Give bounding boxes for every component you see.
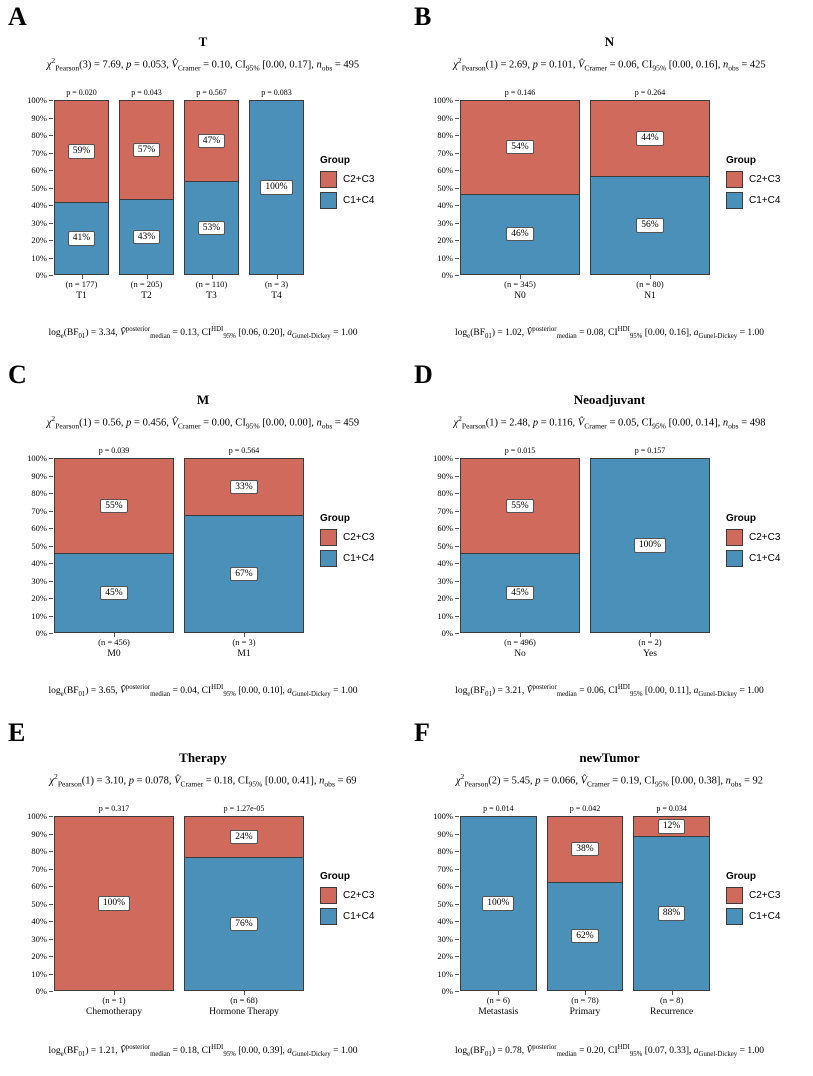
bar-segment-percent-label: 45%	[506, 586, 533, 600]
stacked-bar[interactable]	[633, 804, 710, 991]
panel-bayes-footer: $\log_e(BF_{01}) = 3.65$, V̂$^{posterior}_{median}$ = 0.04, $CI^{HDI}_{95\%}$ [0.00, 0.10], $a_{Gunel-Dickey} = 1.00$	[48, 683, 358, 698]
bar-segment-c1c4[interactable]	[54, 554, 174, 633]
bar-segment-percent-label: 24%	[230, 830, 257, 844]
panel-bayes-footer: $\log_e(BF_{01}) = 3.21$, V̂$^{posterior}_{median}$ = 0.06, $CI^{HDI}_{95\%}$ [0.00, 0.11], $a_{Gunel-Dickey} = 1.00$	[455, 683, 764, 698]
legend-label: C1+C4	[343, 553, 375, 564]
bar-segment-percent-label: 62%	[571, 929, 598, 943]
plot-area	[433, 804, 710, 1018]
y-tick-label: 70%	[31, 506, 54, 516]
x-tick-count: (n = 496)	[504, 637, 536, 647]
x-tick-group	[184, 275, 239, 303]
x-tick-group	[54, 275, 109, 303]
plot-area	[433, 88, 710, 302]
legend	[320, 871, 374, 929]
bar-segment-c2c3[interactable]	[633, 816, 710, 837]
legend-swatch	[320, 550, 337, 567]
legend-swatch	[320, 192, 337, 209]
y-tick-label: 20%	[437, 951, 460, 961]
legend-title: Group	[320, 871, 350, 882]
y-tick-label: 30%	[437, 934, 460, 944]
x-tick-category: Primary	[569, 1007, 601, 1018]
bar-segment-percent-label: 88%	[658, 906, 685, 920]
y-tick-label: 40%	[437, 916, 460, 926]
x-tick-category: T3	[206, 291, 217, 302]
bar-pvalue-label: p = 0.034	[656, 804, 687, 813]
plot-area	[27, 88, 304, 302]
y-tick-label: 60%	[31, 165, 54, 175]
legend	[726, 871, 780, 929]
x-tick-count: (n = 3)	[264, 279, 289, 289]
stacked-bar[interactable]	[54, 446, 174, 633]
panel-d	[406, 358, 813, 716]
panel-f	[406, 716, 813, 1076]
x-tick-category: T4	[271, 291, 282, 302]
legend-item[interactable]	[320, 529, 374, 546]
bar-segment-c2c3[interactable]	[54, 458, 174, 554]
y-tick-label: 10%	[437, 969, 460, 979]
bar-pvalue-label: p = 0.264	[634, 88, 666, 97]
panel-bayes-footer: $\log_e(BF_{01}) = 0.78$, V̂$^{posterior}_{median}$ = 0.20, $CI^{HDI}_{95\%}$ [0.07, 0.33], $a_{Gunel-Dickey} = 1.00$	[455, 1043, 764, 1058]
legend-label: C1+C4	[749, 195, 781, 206]
x-tick-group	[119, 275, 174, 303]
y-tick-label: 0%	[36, 270, 54, 280]
bar-segment-c1c4[interactable]	[249, 100, 304, 275]
bar-segment-c2c3[interactable]	[184, 816, 304, 858]
legend-label: C2+C3	[343, 532, 375, 543]
panel-statistics-subtitle: $\chi^2_{Pearson}(1) = 0.56$, p = 0.456, $V̂_{Cramer} = 0.00$, $CI_{95\%}$ [0.00, 0.00], $n_{obs} = 459$	[46, 414, 360, 431]
y-tick-label: 70%	[437, 148, 460, 158]
legend-item[interactable]	[726, 192, 780, 209]
bar-pvalue-label: p = 0.043	[131, 88, 162, 97]
bar-segment-percent-label: 41%	[68, 231, 95, 245]
y-tick-label: 0%	[442, 986, 460, 996]
stacked-bar[interactable]	[184, 88, 239, 275]
stacked-bar[interactable]	[460, 446, 580, 633]
y-tick-label: 30%	[437, 576, 460, 586]
y-tick-label: 90%	[437, 829, 460, 839]
legend-swatch	[320, 887, 337, 904]
x-tick-group	[633, 991, 710, 1019]
legend-swatch	[320, 908, 337, 925]
bar-segment-percent-label: 12%	[658, 819, 685, 833]
panel-letter: B	[414, 2, 432, 31]
x-tick-category: Hormone Therapy	[209, 1007, 279, 1018]
legend-swatch	[320, 171, 337, 188]
x-tick-count: (n = 68)	[230, 995, 258, 1005]
stacked-bar[interactable]	[119, 88, 174, 275]
bar-segment-percent-label: 100%	[98, 896, 130, 910]
legend-swatch	[320, 529, 337, 546]
x-tick-group	[590, 275, 710, 303]
legend	[320, 513, 374, 571]
y-tick-label: 80%	[31, 130, 54, 140]
bar-segment-percent-label: 44%	[636, 131, 663, 145]
bar-segment-c1c4[interactable]	[184, 858, 304, 991]
legend-title: Group	[320, 155, 350, 166]
stacked-bar[interactable]	[54, 804, 174, 991]
legend-title: Group	[726, 513, 756, 524]
panel-title: newTumor	[579, 750, 640, 765]
plot-area	[27, 446, 304, 660]
y-tick-label: 40%	[31, 558, 54, 568]
y-tick-label: 80%	[437, 846, 460, 856]
legend-item[interactable]	[726, 887, 780, 904]
x-tick-count: (n = 205)	[130, 279, 163, 289]
plot-area	[27, 804, 304, 1018]
x-tick-category: M1	[237, 649, 251, 660]
x-tick-category: No	[514, 649, 526, 660]
bar-segment-c2c3[interactable]	[54, 816, 174, 991]
x-tick-group	[547, 991, 624, 1019]
panel-title: N	[604, 34, 615, 49]
stacked-bar[interactable]	[590, 446, 710, 633]
legend-label: C2+C3	[749, 532, 781, 543]
bars-container	[460, 88, 710, 275]
panel-bayes-footer: $\log_e(BF_{01}) = 1.02$, V̂$^{posterior}_{median}$ = 0.08, $CI^{HDI}_{95\%}$ [0.00, 0.16], $a_{Gunel-Dickey} = 1.00$	[455, 325, 764, 340]
panel-c	[0, 358, 406, 716]
y-tick-label: 20%	[437, 235, 460, 245]
legend-item[interactable]	[320, 550, 374, 567]
bar-segment-c2c3[interactable]	[54, 100, 109, 203]
stacked-bar[interactable]	[547, 804, 624, 991]
legend-item[interactable]	[726, 550, 780, 567]
x-tick-category: N0	[514, 291, 526, 302]
y-tick-label: 50%	[31, 899, 54, 909]
legend-swatch	[726, 887, 743, 904]
bar-segment-c1c4[interactable]	[184, 516, 304, 633]
legend-label: C2+C3	[749, 174, 781, 185]
legend	[726, 155, 780, 213]
panel-a	[0, 0, 406, 358]
x-tick-group	[590, 633, 710, 661]
y-tick-label: 60%	[437, 165, 460, 175]
x-tick-category: T2	[141, 291, 152, 302]
y-tick-label: 0%	[442, 270, 460, 280]
bar-pvalue-label: p = 0.039	[98, 446, 130, 455]
bar-segment-percent-label: 55%	[506, 499, 533, 513]
bar-segment-c2c3[interactable]	[460, 458, 580, 554]
bar-pvalue-label: p = 0.014	[483, 804, 514, 813]
legend-label: C2+C3	[343, 890, 375, 901]
bar-segment-percent-label: 53%	[198, 221, 225, 235]
panel-letter: E	[8, 718, 26, 747]
y-tick-label: 20%	[31, 593, 54, 603]
legend-swatch	[726, 192, 743, 209]
y-tick-label: 30%	[437, 218, 460, 228]
legend-label: C2+C3	[749, 890, 781, 901]
x-tick-count: (n = 80)	[636, 279, 664, 289]
bar-segment-c1c4[interactable]	[54, 203, 109, 275]
bar-pvalue-label: p = 0.564	[228, 446, 260, 455]
bar-pvalue-label: p = 1.27e-05	[223, 804, 265, 813]
y-tick-label: 70%	[437, 506, 460, 516]
y-tick-label: 50%	[437, 183, 460, 193]
panel-title: Neoadjuvant	[573, 392, 646, 407]
bar-pvalue-label: p = 0.020	[66, 88, 97, 97]
y-tick-label: 20%	[31, 951, 54, 961]
stacked-bar[interactable]	[184, 446, 304, 633]
legend-swatch	[726, 908, 743, 925]
bar-pvalue-label: p = 0.146	[504, 88, 536, 97]
panel-title: T	[198, 34, 208, 49]
y-tick-label: 10%	[437, 611, 460, 621]
bar-segment-c1c4[interactable]	[633, 837, 710, 991]
bar-segment-percent-label: 33%	[230, 480, 257, 494]
stacked-bar[interactable]	[460, 88, 580, 275]
panel-bayes-footer: $\log_e(BF_{01}) = 1.21$, V̂$^{posterior}_{median}$ = 0.18, $CI^{HDI}_{95\%}$ [0.00, 0.39], $a_{Gunel-Dickey} = 1.00$	[48, 1043, 358, 1058]
x-tick-count: (n = 3)	[232, 637, 256, 647]
y-tick-label: 70%	[437, 864, 460, 874]
bar-segment-c2c3[interactable]	[590, 100, 710, 177]
panel-statistics-subtitle: $\chi^2_{Pearson}(1) = 2.69$, p = 0.101, $V̂_{Cramer} = 0.06$, $CI_{95\%}$ [0.00, 0.16], $n_{obs} = 425$	[453, 56, 766, 73]
stacked-bar[interactable]	[184, 804, 304, 991]
panel-statistics-subtitle: $\chi^2_{Pearson}(2) = 5.45$, p = 0.066, $V̂_{Cramer} = 0.19$, $CI_{95\%}$ [0.00, 0.38], $n_{obs} = 92$	[455, 772, 764, 789]
y-tick-label: 100%	[433, 811, 460, 821]
y-tick-label: 80%	[437, 130, 460, 140]
y-tick-label: 90%	[31, 829, 54, 839]
stacked-bar[interactable]	[590, 88, 710, 275]
bar-pvalue-label: p = 0.157	[634, 446, 666, 455]
y-tick-label: 100%	[27, 453, 54, 463]
y-tick-label: 40%	[437, 558, 460, 568]
y-tick-label: 20%	[437, 593, 460, 603]
panel-statistics-subtitle: $\chi^2_{Pearson}(3) = 7.69$, p = 0.053, $V̂_{Cramer} = 0.10$, $CI_{95\%}$ [0.00, 0.17], $n_{obs} = 495$	[46, 56, 360, 73]
panel-title: M	[196, 392, 210, 407]
bar-segment-percent-label: 56%	[636, 218, 663, 232]
bar-segment-c1c4[interactable]	[460, 195, 580, 276]
bar-segment-c1c4[interactable]	[590, 177, 710, 275]
x-tick-count: (n = 177)	[65, 279, 98, 289]
bar-pvalue-label: p = 0.567	[196, 88, 227, 97]
legend-title: Group	[726, 871, 756, 882]
legend-label: C2+C3	[343, 174, 375, 185]
stacked-bar[interactable]	[249, 88, 304, 275]
y-tick-label: 60%	[31, 523, 54, 533]
bars-container	[460, 446, 710, 633]
panel-letter: A	[8, 2, 27, 31]
y-tick-label: 80%	[31, 846, 54, 856]
bar-segment-c2c3[interactable]	[184, 100, 239, 182]
y-tick-label: 0%	[36, 986, 54, 996]
bar-segment-c1c4[interactable]	[460, 554, 580, 633]
bar-segment-c1c4[interactable]	[547, 883, 624, 992]
y-tick-label: 80%	[437, 488, 460, 498]
x-tick-category: Chemotherapy	[86, 1007, 142, 1018]
x-axis	[460, 991, 710, 1019]
bar-segment-percent-label: 55%	[100, 499, 127, 513]
bar-segment-c1c4[interactable]	[119, 200, 174, 275]
bars-container	[460, 804, 710, 991]
y-tick-label: 90%	[31, 471, 54, 481]
y-tick-label: 10%	[437, 253, 460, 263]
legend-title: Group	[320, 513, 350, 524]
panel-b	[406, 0, 813, 358]
bar-pvalue-label: p = 0.317	[98, 804, 130, 813]
bars-container	[54, 446, 304, 633]
x-axis	[54, 633, 304, 661]
y-tick-label: 50%	[31, 183, 54, 193]
y-tick-label: 10%	[31, 969, 54, 979]
x-tick-group	[184, 633, 304, 661]
panel-title: Therapy	[179, 750, 227, 765]
bar-segment-percent-label: 76%	[230, 917, 257, 931]
bar-segment-c1c4[interactable]	[184, 182, 239, 275]
x-tick-category: N1	[644, 291, 656, 302]
bar-segment-percent-label: 57%	[133, 143, 160, 157]
legend-item[interactable]	[320, 171, 374, 188]
panel-statistics-subtitle: $\chi^2_{Pearson}(1) = 3.10$, p = 0.078, $V̂_{Cramer} = 0.18$, $CI_{95\%}$ [0.00, 0.41], $n_{obs} = 69$	[49, 772, 357, 789]
x-tick-group	[54, 633, 174, 661]
y-tick-label: 50%	[31, 541, 54, 551]
x-tick-count: (n = 456)	[98, 637, 130, 647]
y-tick-label: 30%	[31, 218, 54, 228]
x-axis	[54, 275, 304, 303]
bar-pvalue-label: p = 0.015	[504, 446, 536, 455]
x-tick-category: Metastasis	[478, 1007, 519, 1018]
y-tick-label: 40%	[437, 200, 460, 210]
y-tick-label: 60%	[437, 523, 460, 533]
x-tick-count: (n = 6)	[486, 995, 510, 1005]
y-tick-label: 40%	[31, 916, 54, 926]
legend-swatch	[726, 529, 743, 546]
bar-segment-c2c3[interactable]	[119, 100, 174, 200]
bar-segment-percent-label: 59%	[68, 144, 95, 158]
bar-segment-percent-label: 38%	[571, 842, 598, 856]
legend-item[interactable]	[726, 908, 780, 925]
bar-segment-c2c3[interactable]	[547, 816, 624, 883]
y-tick-label: 100%	[27, 811, 54, 821]
y-tick-label: 60%	[437, 881, 460, 891]
x-tick-count: (n = 78)	[571, 995, 599, 1005]
y-tick-label: 0%	[36, 628, 54, 638]
y-tick-label: 90%	[437, 113, 460, 123]
legend	[320, 155, 374, 213]
y-tick-label: 70%	[31, 864, 54, 874]
y-tick-label: 50%	[437, 541, 460, 551]
x-tick-group	[249, 275, 304, 303]
y-tick-label: 30%	[31, 576, 54, 586]
legend-title: Group	[726, 155, 756, 166]
legend-swatch	[726, 171, 743, 188]
y-tick-label: 90%	[31, 113, 54, 123]
legend-item[interactable]	[726, 529, 780, 546]
bars-container	[54, 88, 304, 275]
bars-container	[54, 804, 304, 991]
bar-segment-c2c3[interactable]	[184, 458, 304, 516]
y-tick-label: 100%	[27, 95, 54, 105]
bar-segment-percent-label: 100%	[482, 896, 514, 910]
bar-segment-c1c4[interactable]	[590, 458, 710, 633]
stacked-bar[interactable]	[460, 804, 537, 991]
legend-item[interactable]	[320, 887, 374, 904]
y-tick-label: 60%	[31, 881, 54, 891]
y-tick-label: 0%	[442, 628, 460, 638]
panel-statistics-subtitle: $\chi^2_{Pearson}(1) = 2.48$, p = 0.116, $V̂_{Cramer} = 0.05$, $CI_{95\%}$ [0.00, 0.14], $n_{obs} = 498$	[453, 414, 766, 431]
x-axis	[460, 633, 710, 661]
panel-bayes-footer: $\log_e(BF_{01}) = 3.34$, V̂$^{posterior}_{median}$ = 0.13, $CI^{HDI}_{95\%}$ [0.06, 0.20], $a_{Gunel-Dickey} = 1.00$	[48, 325, 358, 340]
y-tick-label: 80%	[31, 488, 54, 498]
x-tick-count: (n = 110)	[195, 279, 228, 289]
bar-segment-percent-label: 46%	[506, 227, 533, 241]
bar-segment-percent-label: 54%	[506, 140, 533, 154]
plot-area	[433, 446, 710, 660]
panel-letter: F	[414, 718, 430, 747]
x-tick-group	[460, 275, 580, 303]
x-axis	[54, 991, 304, 1019]
x-tick-count: (n = 2)	[638, 637, 662, 647]
legend-item[interactable]	[726, 171, 780, 188]
bar-segment-percent-label: 45%	[100, 586, 127, 600]
x-tick-group	[460, 991, 537, 1019]
bar-segment-percent-label: 47%	[198, 134, 225, 148]
legend-label: C1+C4	[343, 195, 375, 206]
panel-letter: C	[8, 360, 27, 389]
y-tick-label: 70%	[31, 148, 54, 158]
bar-segment-percent-label: 67%	[230, 567, 257, 581]
y-tick-label: 90%	[437, 471, 460, 481]
y-tick-label: 10%	[31, 611, 54, 621]
bar-segment-percent-label: 100%	[260, 180, 292, 194]
legend-label: C1+C4	[749, 553, 781, 564]
bar-pvalue-label: p = 0.083	[261, 88, 292, 97]
x-tick-category: T1	[76, 291, 87, 302]
panel-e	[0, 716, 406, 1076]
bar-segment-percent-label: 43%	[133, 230, 160, 244]
legend-swatch	[726, 550, 743, 567]
y-tick-label: 30%	[31, 934, 54, 944]
legend-label: C1+C4	[749, 911, 781, 922]
panel-letter: D	[414, 360, 433, 389]
y-tick-label: 10%	[31, 253, 54, 263]
bar-pvalue-label: p = 0.042	[569, 804, 601, 813]
y-tick-label: 100%	[433, 95, 460, 105]
x-tick-count: (n = 8)	[660, 995, 684, 1005]
x-tick-count: (n = 345)	[504, 279, 536, 289]
bar-segment-percent-label: 100%	[634, 538, 666, 552]
x-tick-group	[460, 633, 580, 661]
x-tick-group	[184, 991, 304, 1019]
legend	[726, 513, 780, 571]
x-tick-count: (n = 1)	[102, 995, 126, 1005]
y-tick-label: 50%	[437, 899, 460, 909]
x-tick-group	[54, 991, 174, 1019]
bar-segment-c1c4[interactable]	[460, 816, 537, 991]
y-tick-label: 40%	[31, 200, 54, 210]
legend-item[interactable]	[320, 908, 374, 925]
x-tick-category: Yes	[643, 649, 657, 660]
x-axis	[460, 275, 710, 303]
legend-label: C1+C4	[343, 911, 375, 922]
legend-item[interactable]	[320, 192, 374, 209]
x-tick-category: Recurrence	[650, 1007, 694, 1018]
bar-segment-c2c3[interactable]	[460, 100, 580, 195]
x-tick-category: M0	[107, 649, 121, 660]
stacked-bar[interactable]	[54, 88, 109, 275]
y-tick-label: 100%	[433, 453, 460, 463]
y-tick-label: 20%	[31, 235, 54, 245]
